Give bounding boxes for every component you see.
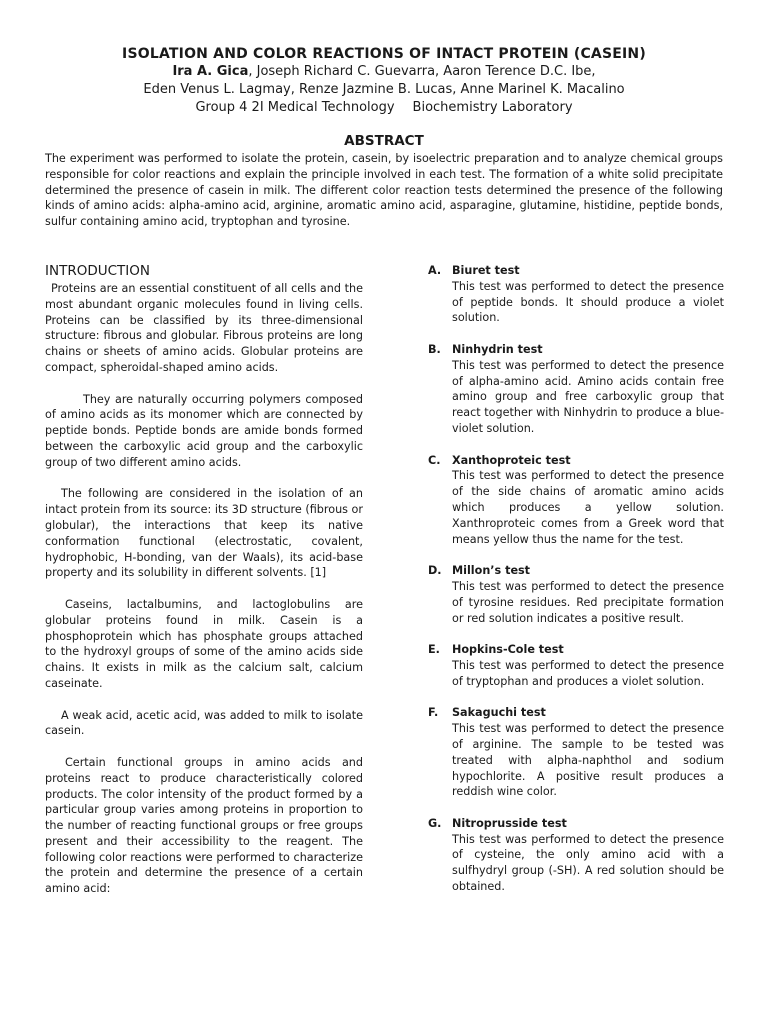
test-heading bbox=[428, 642, 724, 658]
test-description: This test was performed to detect the presence of peptide bonds. It should produce a violet solution. bbox=[452, 279, 724, 325]
test-item-hopkins-cole bbox=[428, 642, 724, 689]
test-item-sakaguchi bbox=[428, 705, 724, 800]
test-item-ninhydrin bbox=[428, 342, 724, 437]
test-heading bbox=[428, 816, 724, 832]
intro-paragraph: Proteins are an essential constituent of all cells and the most abundant organic molecules found in living cells. Proteins can be classified by its three-dimensional structure: fibrous and globular. Fibrous proteins are long chains or sheets of amino acids. Globular proteins are compact, spheroidal-shaped amino acids. bbox=[45, 282, 363, 374]
test-item-biuret bbox=[428, 263, 724, 326]
test-name: Millon’s test bbox=[452, 564, 531, 578]
test-letter: D. bbox=[428, 564, 442, 578]
abstract-text: The experiment was performed to isolate the protein, casein, by isoelectric preparation and to analyze chemical groups responsible for color reactions and explain the principle involved in each test. The formation of a white solid precipitate determined the presence of casein in milk. The different color reaction tests determined the presence of the following kinds of amino acids: alpha-amino acid, arginine, aromatic amino acid, asparagine, glutamine, histidine, peptide bonds, sulfur containing amino acid, tryptophan and tyrosine. bbox=[45, 152, 723, 229]
author-line-1 bbox=[0, 63, 768, 81]
right-column bbox=[428, 263, 724, 911]
test-name: Biuret test bbox=[452, 264, 520, 277]
test-description: This test was performed to detect the presence of cysteine, the only amino acid with a sulfhydryl group (-SH). A red solution should be obtained. bbox=[452, 832, 724, 894]
test-heading bbox=[428, 563, 724, 579]
test-heading bbox=[428, 342, 724, 358]
test-name: Xanthoproteic test bbox=[452, 453, 571, 467]
test-heading bbox=[428, 705, 724, 721]
introduction-heading: INTRODUCTION bbox=[45, 263, 150, 279]
lab-label: Biochemistry Laboratory bbox=[412, 100, 573, 115]
test-name: Hopkins-Cole test bbox=[452, 643, 564, 657]
co-authors-1: , Joseph Richard C. Guevarra, Aaron Terence D.C. Ibe, bbox=[248, 64, 596, 79]
author-line-2: Eden Venus L. Lagmay, Renze Jazmine B. Lucas, Anne Marinel K. Macalino bbox=[143, 82, 625, 97]
test-heading bbox=[428, 453, 724, 469]
test-description: This test was performed to detect the presence of tryptophan and produces a violet solution. bbox=[452, 658, 724, 688]
test-item-millons bbox=[428, 563, 724, 626]
test-name: Ninhydrin test bbox=[452, 342, 543, 356]
test-item-xanthoproteic bbox=[428, 453, 724, 548]
test-letter: G. bbox=[428, 816, 442, 830]
test-letter: F. bbox=[428, 706, 439, 720]
test-letter: A. bbox=[428, 264, 442, 277]
test-description: This test was performed to detect the presence of alpha-amino acid. Amino acids contain free amino group and free carboxylic group that react together with Ninhydrin to produce a blue-violet solution. bbox=[452, 358, 724, 435]
test-letter: B. bbox=[428, 342, 441, 356]
test-item-nitroprusside bbox=[428, 816, 724, 895]
lead-author: Ira A. Gica bbox=[172, 64, 249, 79]
left-column bbox=[45, 262, 363, 913]
test-description: This test was performed to detect the presence of tyrosine residues. Red precipitate formation or red solution indicates a positive result. bbox=[452, 579, 724, 625]
group-label: Group 4 2I Medical Technology bbox=[195, 100, 395, 115]
intro-paragraph: The following are considered in the isolation of an intact protein from its source: its 3D structure (fibrous or globular), the interactions that keep its native conformation functional (electrostatic, covalent, hydrophobic, H-bonding, van der Waals), its acid-base property and its solubility in different solvents. [1] bbox=[45, 487, 363, 580]
intro-paragraph: They are naturally occurring polymers composed of amino acids as its monomer which are connected by peptide bonds. Peptide bonds are amide bonds formed between the carboxylic acid group and the carboxylic group of two different amino acids. bbox=[45, 392, 363, 469]
affiliation-line bbox=[0, 99, 768, 117]
test-letter: C. bbox=[428, 453, 441, 467]
test-name: Sakaguchi test bbox=[452, 706, 546, 720]
intro-paragraph: A weak acid, acetic acid, was added to milk to isolate casein. bbox=[45, 708, 363, 738]
abstract-heading: ABSTRACT bbox=[344, 133, 424, 149]
intro-paragraph: Caseins, lactalbumins, and lactoglobulins are globular proteins found in milk. Casein is a phosphoprotein which has phosphate groups attached to the hydroxyl groups of some of the amino acids side chains. It exists in milk as the calcium salt, calcium caseinate. bbox=[45, 597, 363, 690]
intro-paragraph: Certain functional groups in amino acids and proteins react to produce characteristically colored products. The color intensity of the product formed by a particular group varies among proteins in proportion to the number of reacting functional groups or free groups present and their accessibility to the reagent. The following color reactions were performed to characterize the protein and determine the presence of a certain amino acid: bbox=[45, 755, 363, 896]
test-description: This test was performed to detect the presence of arginine. The sample to be tested was treated with alpha-naphthol and sodium hypochlorite. A positive result produces a reddish wine color. bbox=[452, 722, 724, 799]
test-description: This test was performed to detect the presence of the side chains of aromatic amino acids which produces a yellow solution. Xanthroproteic comes from a Greek word that means yellow thus the name for the test. bbox=[452, 469, 724, 546]
paper-header bbox=[0, 45, 768, 117]
test-heading bbox=[428, 263, 724, 279]
paper-title: ISOLATION AND COLOR REACTIONS OF INTACT PROTEIN (CASEIN) bbox=[122, 46, 646, 62]
test-name: Nitroprusside test bbox=[452, 816, 567, 830]
test-letter: E. bbox=[428, 643, 440, 657]
